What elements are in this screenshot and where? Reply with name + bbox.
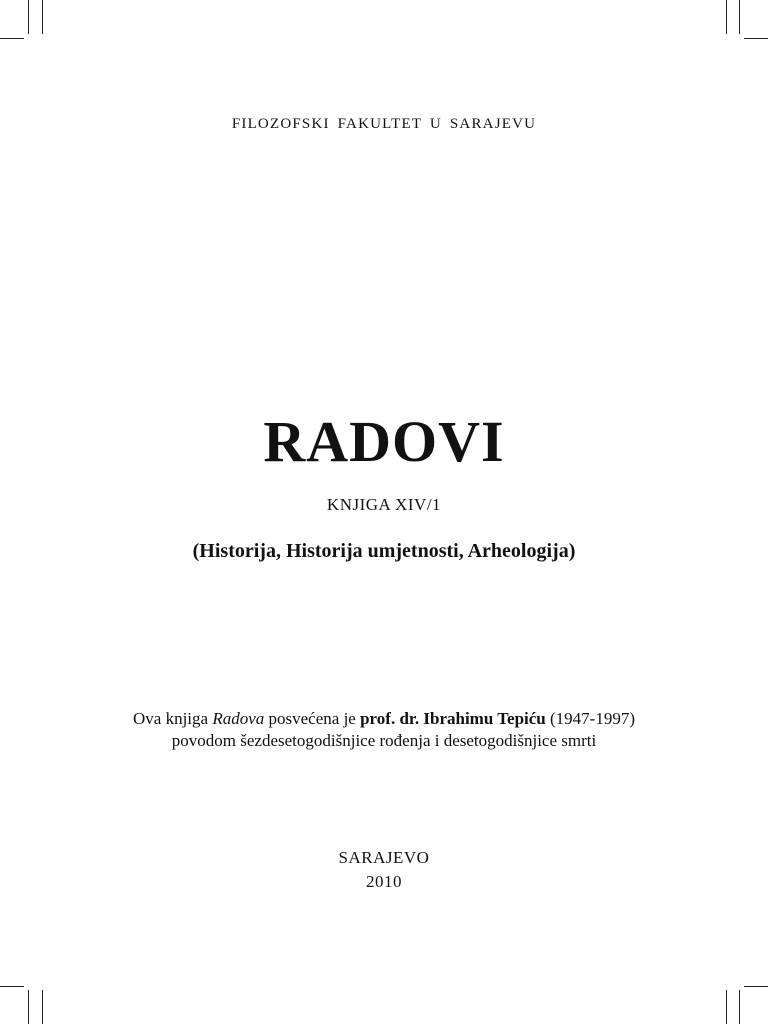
- crop-mark-bottom-left-vertical: [28, 990, 29, 1024]
- crop-mark-bottom-right-vertical: [726, 990, 727, 1024]
- book-number: KNJIGA XIV/1: [326, 495, 442, 514]
- crop-mark-bottom-right-horizontal: [744, 986, 768, 987]
- crop-mark-bottom-right-vertical-inner: [739, 990, 740, 1024]
- crop-mark-top-right-vertical-inner: [739, 0, 740, 34]
- crop-mark-top-left-vertical-inner: [42, 0, 43, 34]
- publication-title: RADOVI: [263, 409, 505, 474]
- crop-mark-top-right-vertical: [726, 0, 727, 34]
- dedication-italic: Radova: [212, 709, 265, 728]
- crop-mark-bottom-left-vertical-inner: [42, 990, 43, 1024]
- dedication-line-2: povodom šezdesetogodišnjice rođenja i desetogodišnjice smrti: [171, 731, 597, 750]
- imprint: [0, 846, 768, 894]
- dedication-text-1: Ova knjiga: [133, 709, 213, 728]
- dedication-name: prof. dr. Ibrahimu Tepiću: [360, 709, 546, 728]
- dedication-line-1: [0, 708, 768, 730]
- crop-mark-top-left-vertical: [28, 0, 29, 34]
- crop-mark-top-left-horizontal: [0, 38, 24, 39]
- institution-name: FILOZOFSKI FAKULTET U SARAJEVU: [231, 116, 537, 132]
- crop-mark-top-right-horizontal: [744, 38, 768, 39]
- crop-mark-bottom-left-horizontal: [0, 986, 24, 987]
- place-name: SARAJEVO: [338, 848, 430, 867]
- dedication-text-2: posvećena je: [264, 709, 361, 728]
- dedication: [0, 708, 768, 752]
- subjects-line: (Historija, Historija umjetnosti, Arheologija): [192, 540, 576, 562]
- dedication-text-3: (1947-1997): [545, 709, 635, 728]
- publication-year: 2010: [366, 872, 402, 891]
